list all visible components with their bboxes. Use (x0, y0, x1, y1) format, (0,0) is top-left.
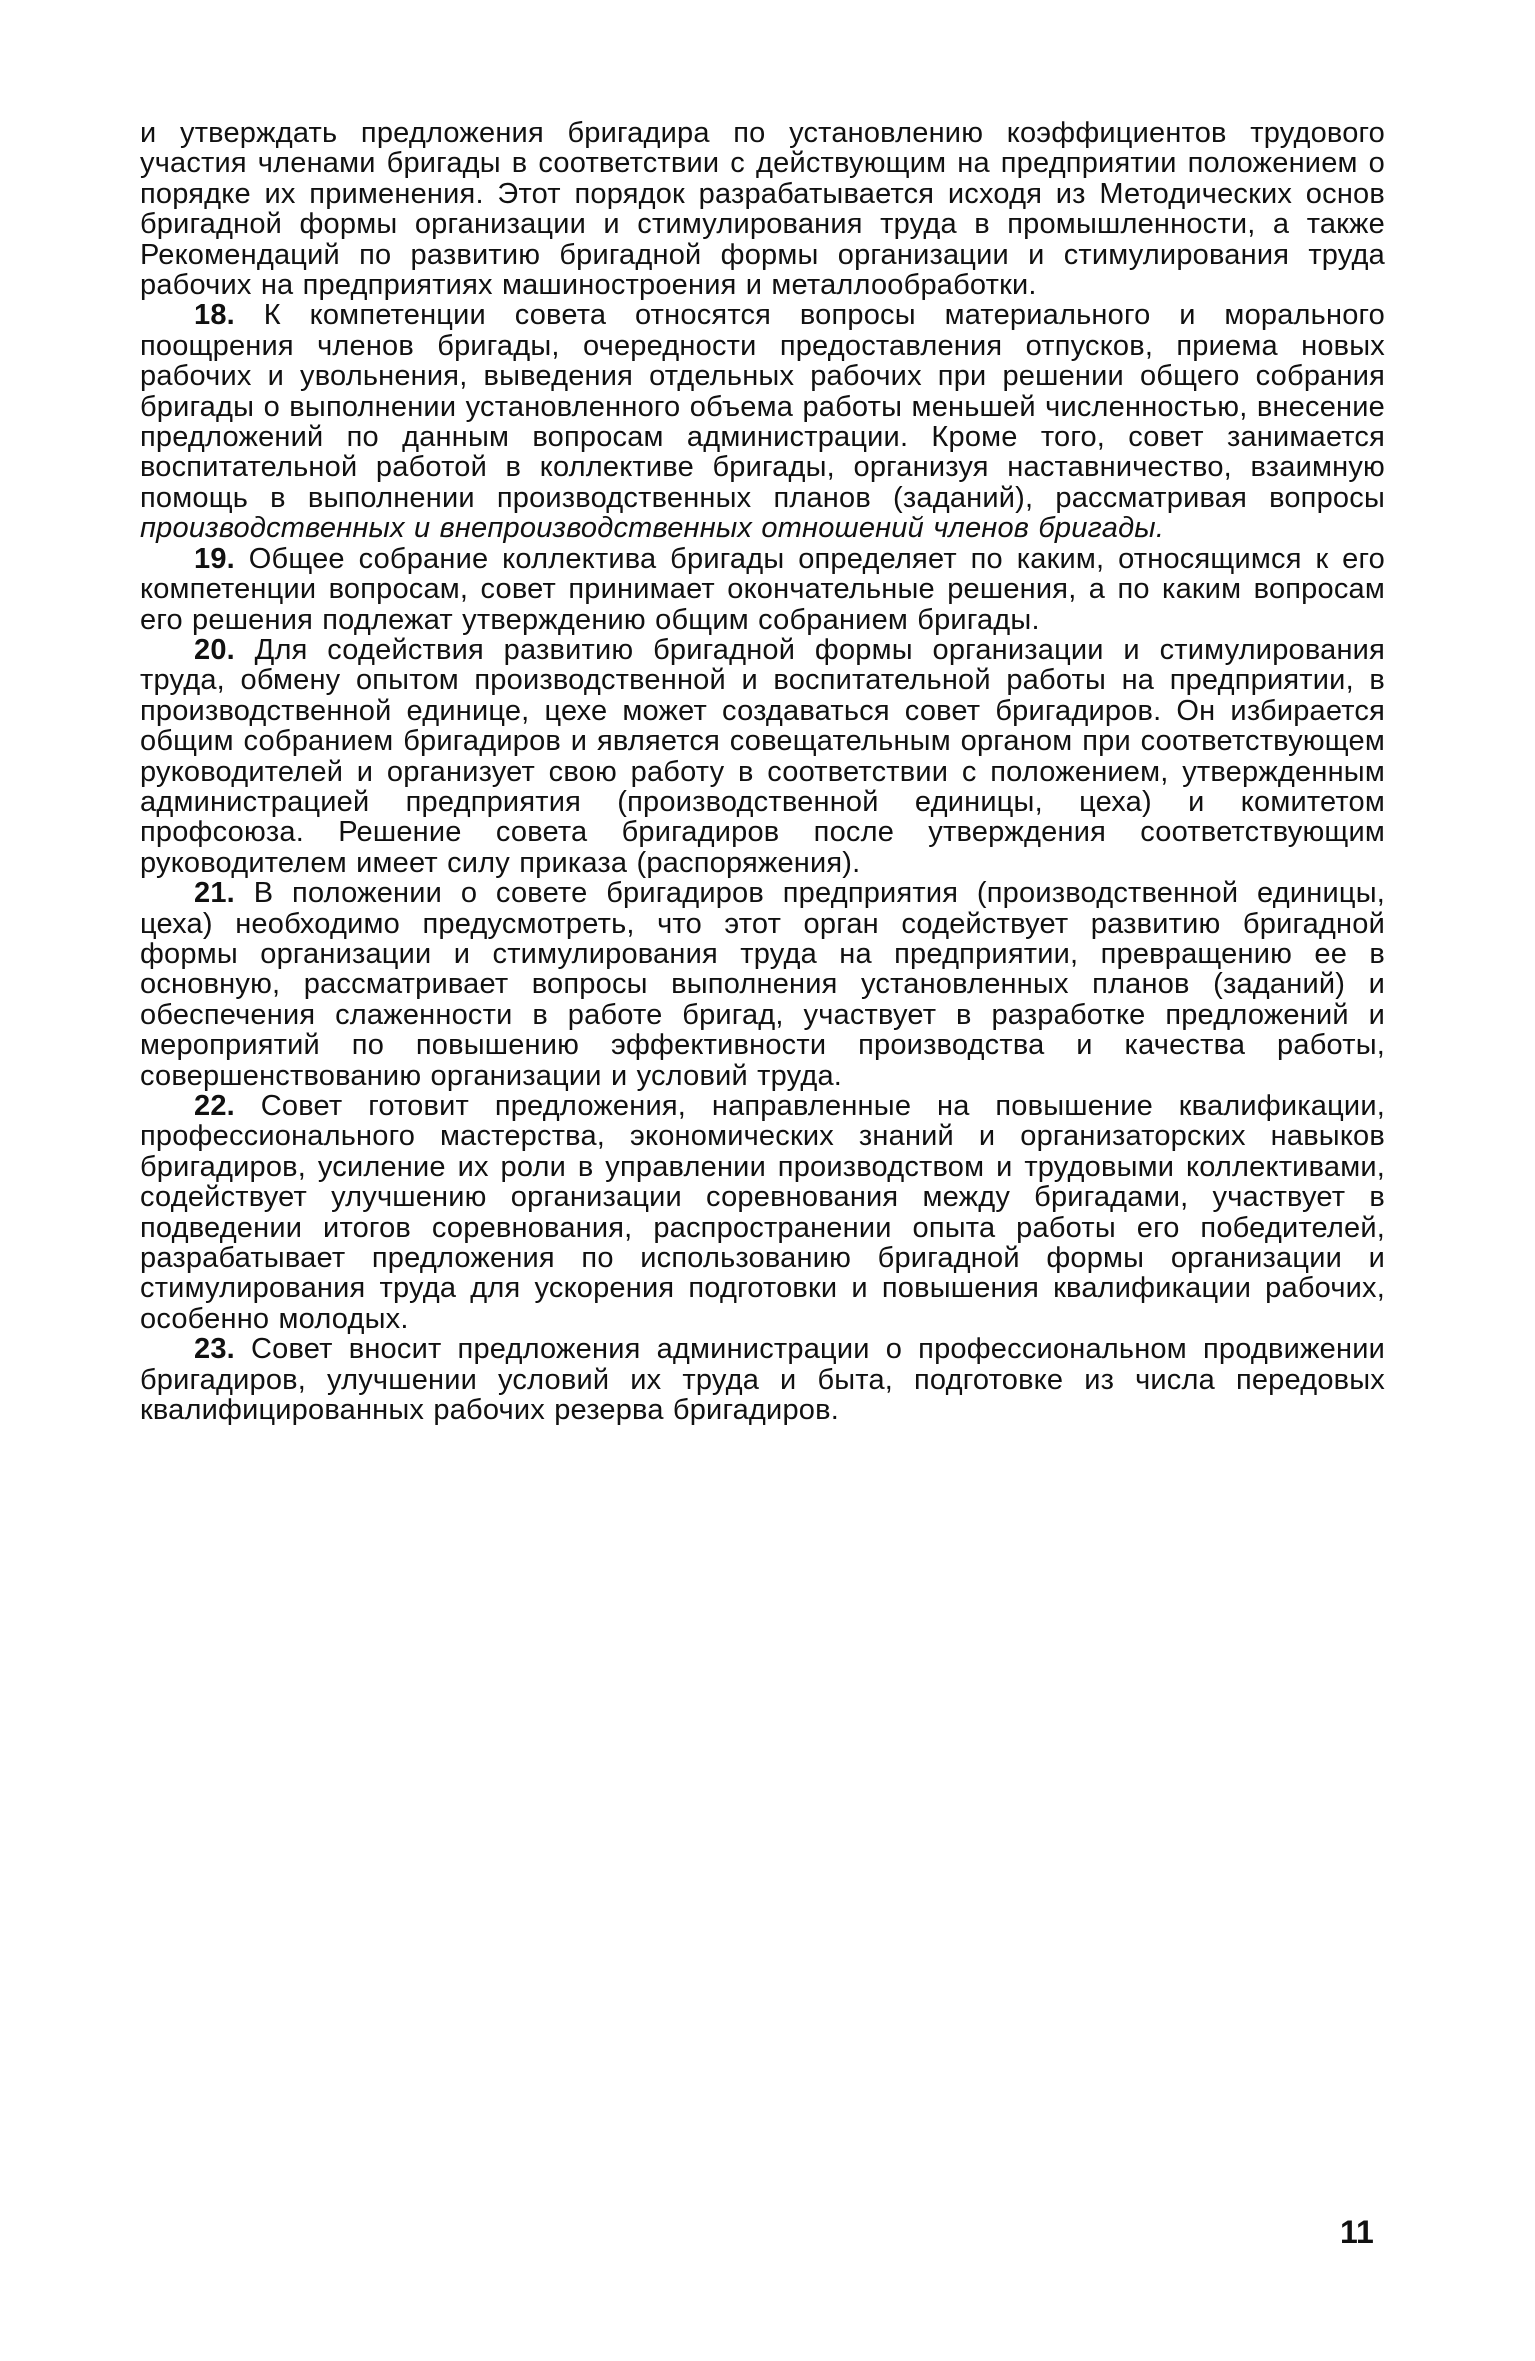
paragraph-text: Совет готовит предложения, направленные на повышение квалификации, профессионального мастерства, экономических знаний и организаторских навыков бригадиров, усиление их роли в управлении производством и трудовыми коллективами, содействует улучшению организации соревнования между бригадами, участвует в подведении итогов соревнования, распространении опыта работы его победителей, разрабатывает предложения по использованию бригадной формы организации и стимулирования труда для ускорения подготовки и повышения квалификации рабочих, особенно молодых. (140, 1090, 1385, 1335)
paragraph-18 (140, 300, 1385, 543)
page-number: 11 (1340, 2214, 1374, 2250)
paragraph-17-continuation (140, 118, 1385, 300)
paragraph-number: 20. (194, 633, 235, 666)
paragraph-19 (140, 544, 1385, 635)
paragraph-23 (140, 1334, 1385, 1425)
document-page (140, 118, 1385, 1425)
paragraph-number: 23. (194, 1333, 235, 1366)
paragraph-text: Совет вносит предложения администрации о профессиональном продвижении бригадиров, улучшении условий их труда и быта, подготовке из числа передовых квалифицированных рабочих резерва бригадиров. (140, 1333, 1385, 1427)
paragraph-number: 18. (194, 299, 235, 332)
paragraph-20 (140, 635, 1385, 878)
paragraph-text: и утверждать предложения бригадира по установлению коэффициентов трудового участия членами бригады в соответствии с действующим на предприятии положением о порядке их применения. Этот порядок разрабатывается исходя из Методических основ бригадной формы организации и стимулирования труда в промышленности, а также Рекомендаций по развитию бригадной формы организации и стимулирования труда рабочих на предприятиях машиностроения и металлообработки. (140, 117, 1385, 302)
paragraph-number: 22. (194, 1090, 235, 1122)
paragraph-number: 19. (194, 542, 235, 575)
paragraph-text: Общее собрание коллектива бригады определяет по каким, относящимся к его компетенции вопросам, совет принимает окончательные решения, а по каким вопросам его решения подлежат утверждению общим собранием бригады. (140, 542, 1385, 636)
paragraph-text: К компетенции совета относятся вопросы материального и морального поощрения членов бригады, очередности предоставления отпусков, приема новых рабочих и увольнения, выведения отдельных рабочих при решении общего собрания бригады о выполнении установленного объема работы меньшей численностью, внесение предложений по данным вопросам администрации. Кроме того, совет занимается воспитательной работой в коллективе бригады, организуя наставничество, взаимную помощь в выполнении производственных планов (заданий), рассматривая вопросы (140, 299, 1385, 514)
paragraph-22 (140, 1091, 1385, 1334)
paragraph-italic-text: производственных и внепроизводственных отношений членов бригады. (140, 512, 1165, 545)
paragraph-number: 21. (194, 877, 235, 910)
paragraph-text: В положении о совете бригадиров предприятия (производственной единицы, цеха) необходимо предусмотреть, что этот орган содействует развитию бригадной формы организации и стимулирования труда на предприятии, превращению ее в основную, рассматривает вопросы выполнения установленных планов (заданий) и обеспечения слаженности в работе бригад, участвует в разработке предложений и мероприятий по повышению эффективности производства и качества работы, совершенствованию организации и условий труда. (140, 877, 1385, 1092)
paragraph-text: Для содействия развитию бригадной формы организации и стимулирования труда, обмену опытом производственной и воспитательной работы на предприятии, в производственной единице, цехе может создаваться совет бригадиров. Он избирается общим собранием бригадиров и является совещательным органом при соответствующем руководителей и организует свою работу в соответствии с положением, утвержденным администрацией предприятия (производственной единицы, цеха) и комитетом профсоюза. Решение совета бригадиров после утверждения соответствующим руководителем имеет силу приказа (распоряжения). (140, 633, 1385, 879)
paragraph-21 (140, 878, 1385, 1091)
